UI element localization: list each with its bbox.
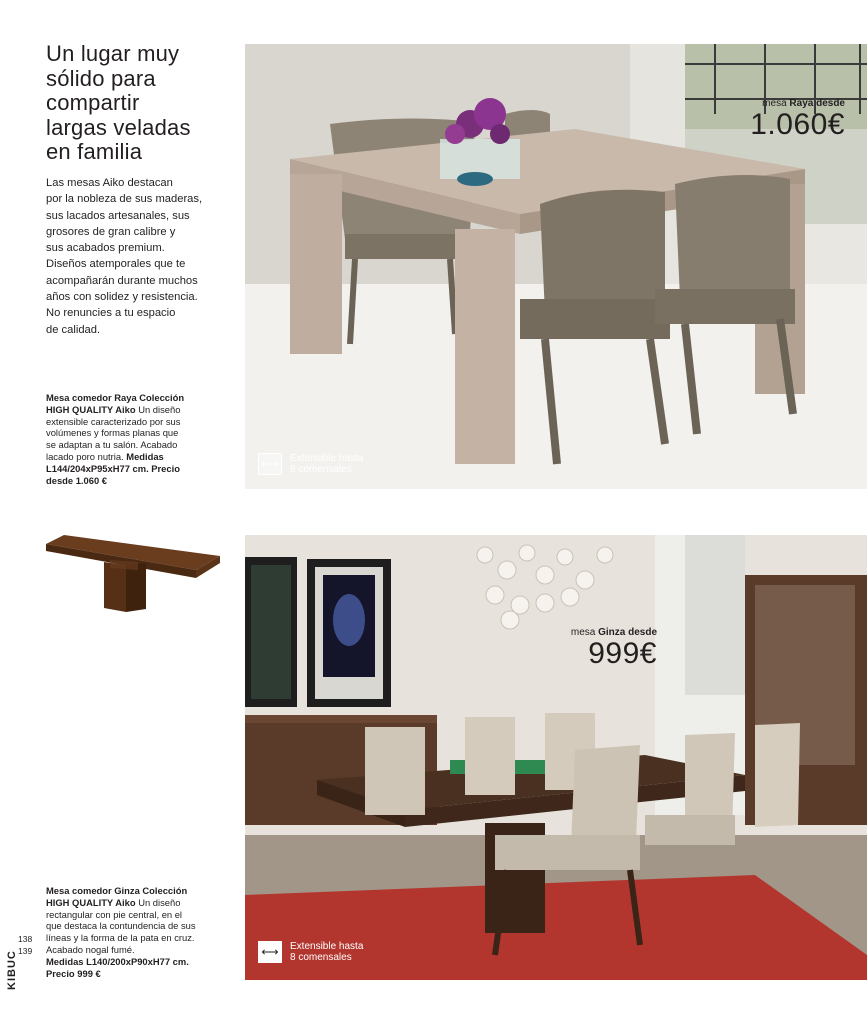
price-label: mesa (570, 627, 599, 638)
caption-text: Mesa comedor (46, 392, 115, 403)
double-arrow-icon: ⟷ (258, 941, 282, 963)
price-label: mesa (762, 98, 790, 109)
price-value: 999€ (588, 637, 657, 670)
caption-ginza (46, 885, 226, 979)
caption-text: Precio 999 € (46, 967, 101, 979)
caption-text: Acabado nogal fumé. (46, 943, 135, 955)
extensible-text: 8 comensales (290, 952, 352, 963)
caption-text: Ginza Colección (114, 885, 188, 896)
price-value: 1.060€ (750, 108, 845, 141)
caption-text: volúmenes y formas planas que (46, 427, 179, 439)
caption-text: desde 1.060 € (46, 474, 107, 486)
intro-line: sus lacados artesanales, sus (46, 209, 190, 222)
extensible-badge (258, 941, 363, 963)
price-ginza (571, 627, 657, 670)
caption-text: Un diseño (135, 896, 181, 908)
caption-text: L144/204xP95xH77 cm. Precio (46, 462, 180, 474)
photo-raya-dining-room (245, 44, 867, 489)
caption-text: Medidas L140/200xP90xH77 cm. (46, 955, 189, 967)
price-label: Ginza desde (598, 627, 657, 638)
caption-raya (46, 392, 226, 486)
brand-logo: KIBUC (6, 950, 18, 990)
headline-line: sólido para (46, 65, 156, 91)
caption-text: extensible caracterizado por sus (46, 415, 181, 427)
extensible-text: Extensible hasta (290, 941, 364, 952)
intro-line: Las mesas Aiko destacan (46, 177, 173, 189)
intro-line: No renuncies a tu espacio (46, 307, 176, 320)
caption-text: lacado poro nutria. (46, 450, 127, 462)
headline-line: Un lugar muy (46, 41, 180, 66)
page-number: 138 (18, 934, 33, 944)
page-number: 139 (18, 945, 33, 956)
intro-line: Diseños atemporales que te (46, 258, 186, 271)
photo-ginza-dining-room (245, 535, 867, 980)
price-raya (750, 98, 845, 141)
page-numbers (18, 934, 32, 957)
extensible-text: 8 comensales (290, 464, 352, 475)
intro-line: por la nobleza de sus maderas, (46, 193, 203, 206)
headline-line: largas veladas (46, 114, 191, 140)
intro-paragraph (46, 175, 231, 338)
caption-text: Un diseño (135, 403, 181, 415)
caption-text: que destaca la contundencia de sus (46, 920, 196, 932)
intro-line: de calidad. (46, 323, 101, 336)
price-label: Raya desde (789, 98, 845, 109)
extensible-text: Extensible hasta (290, 453, 364, 464)
caption-text: Medidas (126, 450, 164, 462)
intro-line: años con solidez y resistencia. (46, 291, 198, 304)
headline-line: en familia (46, 139, 143, 164)
caption-text: rectangular con pie central, en el (46, 908, 183, 920)
ginza-table-product-image (46, 532, 220, 614)
headline-line: compartir (46, 90, 140, 115)
double-arrow-icon: ⟷ (258, 453, 282, 475)
intro-line: grosores de gran calibre y (46, 225, 176, 238)
caption-text: se adaptan a tu salón. Acabado (46, 439, 178, 451)
intro-line: sus acabados premium. (46, 242, 165, 255)
caption-text: HIGH QUALITY Aiko (46, 896, 136, 908)
caption-text: HIGH QUALITY Aiko (46, 403, 136, 415)
caption-text: líneas y la forma de la pata en cruz. (46, 932, 195, 944)
ginza-scene-illustration (245, 535, 867, 980)
caption-text: Raya Colección (114, 392, 185, 403)
extensible-badge (258, 453, 363, 475)
headline (46, 42, 236, 165)
caption-text: Mesa comedor (46, 885, 115, 896)
intro-line: acompañarán durante muchos (46, 274, 198, 287)
